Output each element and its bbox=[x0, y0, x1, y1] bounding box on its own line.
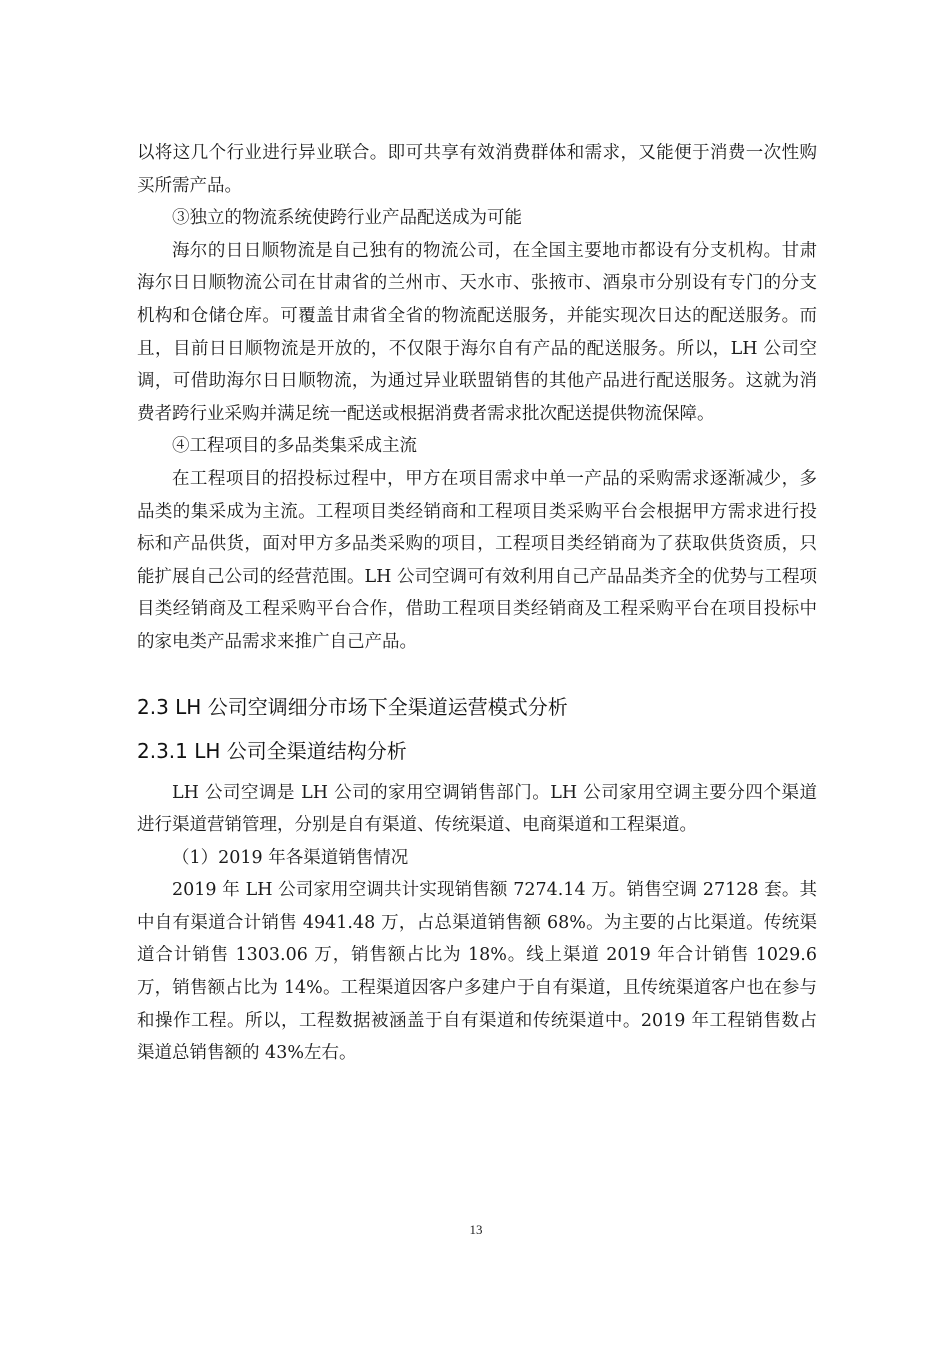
list-heading-2019-sales: （1）2019 年各渠道销售情况 bbox=[172, 847, 409, 868]
paragraph-logistics: 海尔的日日顺物流是自己独有的物流公司，在全国主要地市都设有分支机构。甘肃海尔日日顺物流公司在甘肃省的兰州市、天水市、张掖市、酒泉市分别设有专门的分支机构和仓储仓库。可覆盖甘肃省全省的物流配送服务，并能实现次日达的配送服务。而且，目前日日顺物流是开放的，不仅限于海尔自有产品的配送服务。所以，LH 公司空调，可借助海尔日日顺物流，为通过异业联盟销售的其他产品进行配送服务。这就为消费者跨行业采购并满足统一配送或根据消费者需求批次配送提供物流保障。 bbox=[137, 240, 817, 424]
paragraph-engineering: 在工程项目的招投标过程中，甲方在项目需求中单一产品的采购需求逐渐减少，多品类的集采成为主流。工程项目类经销商和工程项目类采购平台会根据甲方需求进行投标和产品供货，面对甲方多品类采购的项目，工程项目类经销商为了获取供货资质，只能扩展自己公司的经营范围。LH 公司空调可有效利用自己产品品类齐全的优势与工程项目类经销商及工程采购平台合作，借助工程项目类经销商及工程采购平台在项目投标中的家电类产品需求来推广自己产品。 bbox=[137, 468, 817, 652]
paragraph-2019-sales: 2019 年 LH 公司家用空调共计实现销售额 7274.14 万。销售空调 27128 套。其中自有渠道合计销售 4941.48 万，占总渠道销售额 68%。为主要的占比渠道。传统渠道合计销售 1303.06 万，销售额占比为 18%。线上渠道 2019 年合计销售 1029.6万，销售额占比为 14%。工程渠道因客户多建户于自有渠道，且传统渠道客户也在参与和操作工程。所以，工程数据被涵盖于自有渠道和传统渠道中。2019 年工程销售数占渠道总销售额的 43%左右。 bbox=[137, 880, 817, 1064]
list-heading-logistics: ③独立的物流系统使跨行业产品配送成为可能 bbox=[172, 208, 522, 229]
section-heading-2-3-1: 2.3.1 LH 公司全渠道结构分析 bbox=[137, 738, 407, 763]
page-content bbox=[137, 137, 817, 1070]
list-heading-engineering: ④工程项目的多品类集采成主流 bbox=[172, 436, 417, 457]
page-number: 13 bbox=[469, 1222, 483, 1237]
paragraph-continuation: 以将这几个行业进行异业联合。即可共享有效消费群体和需求，又能便于消费一次性购买所需产品。 bbox=[137, 143, 817, 196]
paragraph-channel-overview: LH 公司空调是 LH 公司的家用空调销售部门。LH 公司家用空调主要分四个渠道进行渠道营销管理，分别是自有渠道、传统渠道、电商渠道和工程渠道。 bbox=[137, 782, 817, 836]
section-heading-2-3: 2.3 LH 公司空调细分市场下全渠道运营模式分析 bbox=[137, 694, 568, 719]
